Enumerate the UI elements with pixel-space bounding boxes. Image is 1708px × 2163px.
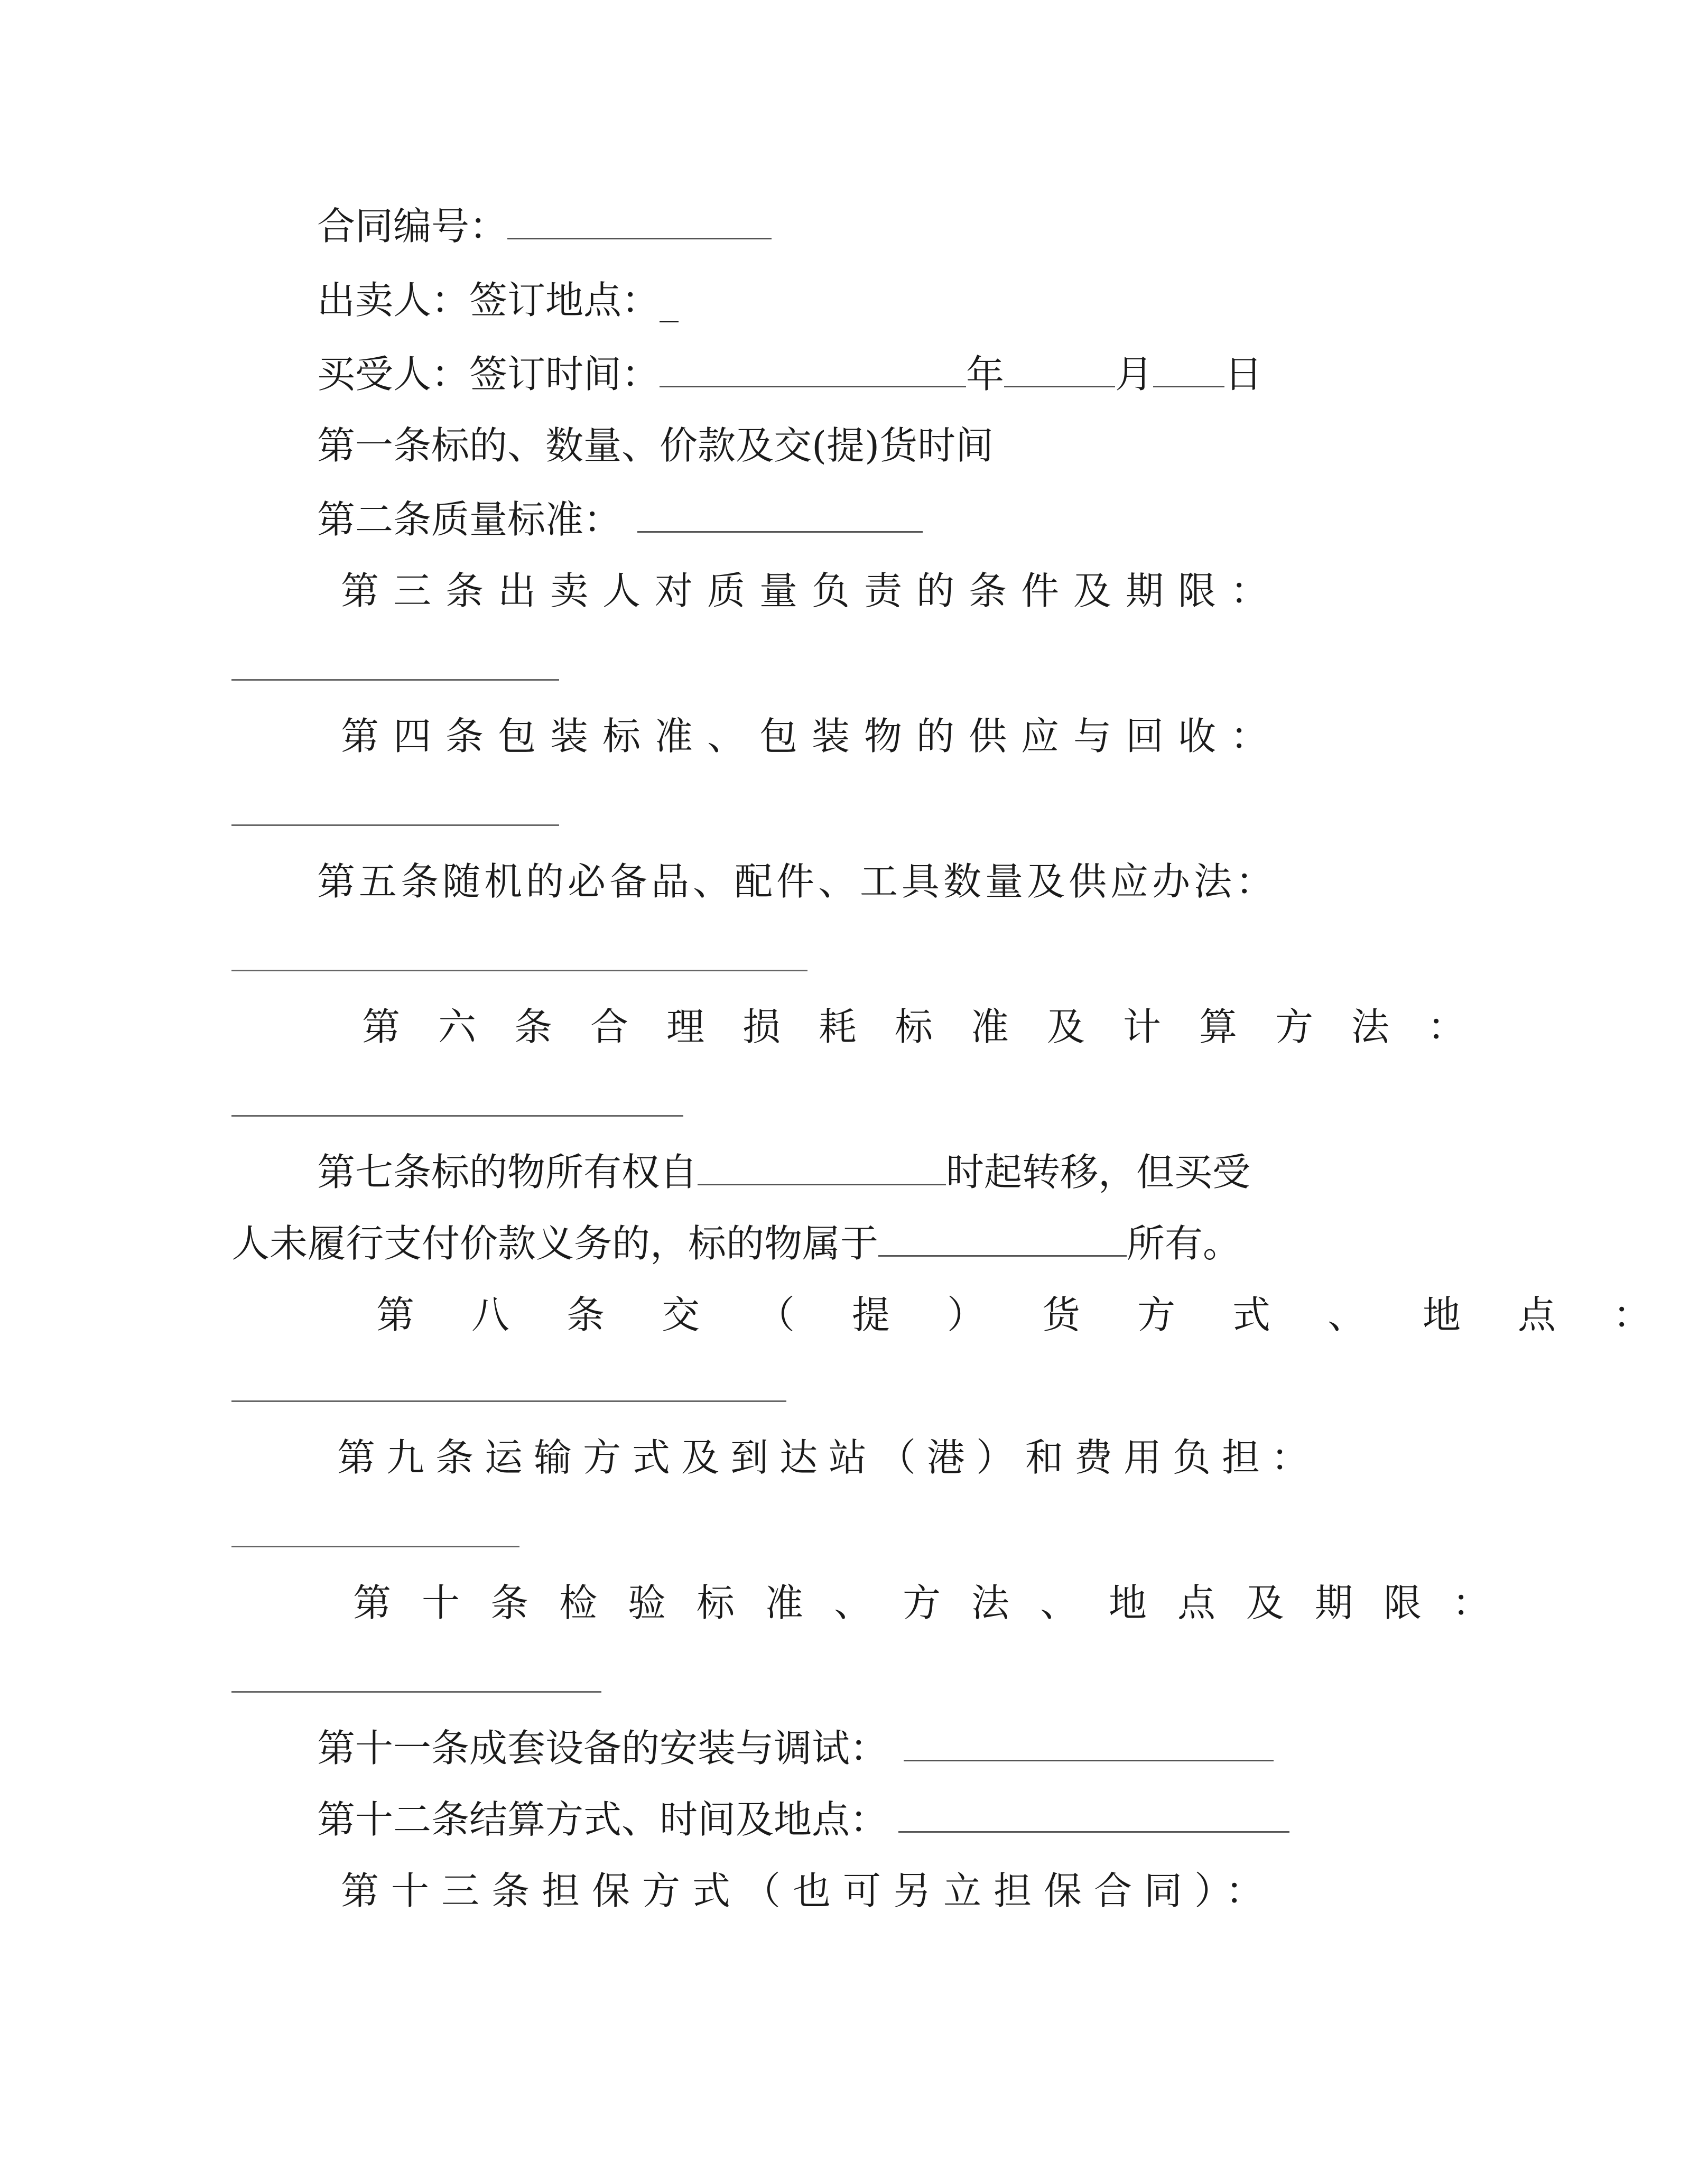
- article-1: 第一条标的、数量、价款及交(提)货时间: [317, 423, 994, 468]
- seller-label: 出卖人：签订地点：: [317, 278, 660, 322]
- article-4-blank[interactable]: [231, 824, 559, 826]
- article-9-blank[interactable]: [231, 1546, 519, 1547]
- article-3-blank[interactable]: [231, 679, 559, 681]
- contract-number-blank[interactable]: [507, 201, 772, 239]
- article-8-blank[interactable]: [231, 1400, 786, 1402]
- article-7-part-d: 所有。: [1127, 1221, 1241, 1266]
- article-2: 第二条质量标准：: [317, 497, 622, 542]
- article-7-part-b: 时起转移，但买受: [946, 1150, 1251, 1194]
- article-12: 第十二条结算方式、时间及地点：: [317, 1797, 888, 1842]
- contract-number-label: 合同编号：: [317, 204, 508, 248]
- sign-day-blank[interactable]: [1153, 349, 1224, 387]
- article-10-blank[interactable]: [231, 1691, 601, 1693]
- article-3: 第三条出卖人对质量负责的条件及期限：: [341, 569, 1283, 613]
- article-8: 第八条交（提）货方式、地点：: [376, 1293, 1708, 1337]
- article-11: 第十一条成套设备的安装与调试：: [317, 1726, 888, 1770]
- day-label: 日: [1224, 352, 1263, 396]
- ownership-transfer-blank[interactable]: [698, 1147, 946, 1185]
- article-6-blank[interactable]: [231, 1115, 683, 1117]
- ownership-holder-blank[interactable]: [878, 1218, 1127, 1257]
- article-7-line-2: [231, 1218, 1241, 1269]
- year-label: 年: [966, 352, 1005, 396]
- article-12-blank[interactable]: [898, 1794, 1289, 1833]
- sign-year-blank[interactable]: [660, 349, 966, 387]
- sign-month-blank[interactable]: [1004, 349, 1115, 387]
- article-6: 第六条合理损耗标准及计算方法：: [362, 1005, 1504, 1049]
- article-11-blank[interactable]: [904, 1723, 1274, 1761]
- article-5-blank[interactable]: [231, 970, 807, 971]
- article-2-line: [317, 494, 923, 545]
- seller-line: [317, 275, 679, 326]
- article-2-blank[interactable]: [637, 494, 923, 533]
- article-5: 第五条随机的必备品、配件、工具数量及供应办法：: [317, 859, 1278, 904]
- article-9: 第九条运输方式及到达站（港）和费用负担：: [337, 1435, 1321, 1480]
- article-4: 第四条包装标准、包装物的供应与回收：: [341, 714, 1283, 758]
- contract-number-line: [317, 201, 772, 252]
- article-7-part-c: 人未履行支付价款义务的，标的物属于: [231, 1221, 879, 1266]
- buyer-line: [317, 349, 1263, 400]
- buyer-label: 买受人：签订时间：: [317, 352, 660, 396]
- article-7-line-1: [317, 1147, 1250, 1197]
- article-7-part-a: 第七条标的物所有权自: [317, 1150, 698, 1194]
- article-12-line: [317, 1794, 1289, 1845]
- month-label: 月: [1115, 352, 1154, 396]
- article-11-line: [317, 1723, 1274, 1774]
- seller-place-blank[interactable]: _: [660, 278, 679, 322]
- article-10: 第十条检验标准、方法、地点及期限：: [353, 1581, 1521, 1625]
- article-13: 第十三条担保方式（也可另立担保合同）：: [341, 1869, 1276, 1913]
